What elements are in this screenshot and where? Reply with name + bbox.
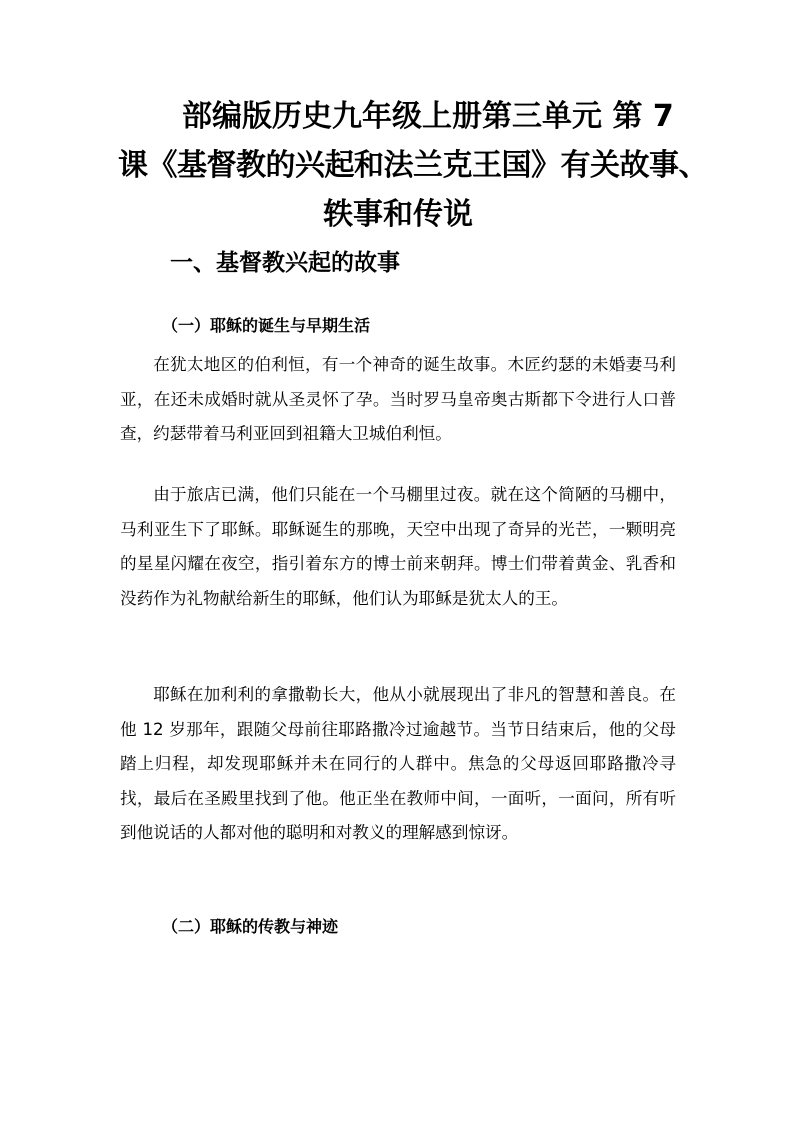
title-line-1: 部编版历史九年级上册第三单元 第 7 [182, 99, 674, 134]
paragraph-2: 由于旅店已满，他们只能在一个马棚里过夜。就在这个简陋的马棚中，马利亚生下了耶稣。耶稣诞生的那晚，天空中出现了奇异的光芒，一颗明亮的星星闪耀在夜空，指引着东方的博士前来朝拜。博士们带着黄金、乳香和没药作为礼物献给新生的耶稣，他们认为耶稣是犹太人的王。 [120, 485, 676, 608]
paragraph-3: 耶稣在加利利的拿撒勒长大，他从小就展现出了非凡的智慧和善良。在他 12 岁那年，跟随父母前往耶路撒冷过逾越节。当节日结束后，他的父母踏上归程，却发现耶稣并未在同行的人群中。焦急的父母返回耶路撒冷寻找，最后在圣殿里找到了他。他正坐在教师中间，一面听，一面问，所有听到他说话的人都对他的聪明和对教义的理解感到惊讶。 [120, 685, 676, 843]
title-line-2: 课《基督教的兴起和法兰克王国》有关故事、 [118, 148, 708, 183]
subsection-heading-1: （一）耶稣的诞生与早期生活 [162, 316, 371, 335]
subsection-heading-2: （二）耶稣的传教与神迹 [162, 917, 339, 936]
document-title [118, 92, 708, 239]
title-line-3: 轶事和传说 [323, 197, 473, 232]
section-heading: 一、基督教兴起的故事 [170, 250, 400, 276]
paragraph-1: 在犹太地区的伯利恒，有一个神奇的诞生故事。木匠约瑟的未婚妻马利亚，在还未成婚时就从圣灵怀了孕。当时罗马皇帝奥古斯都下令进行人口普查，约瑟带着马利亚回到祖籍大卫城伯利恒。 [120, 355, 676, 444]
